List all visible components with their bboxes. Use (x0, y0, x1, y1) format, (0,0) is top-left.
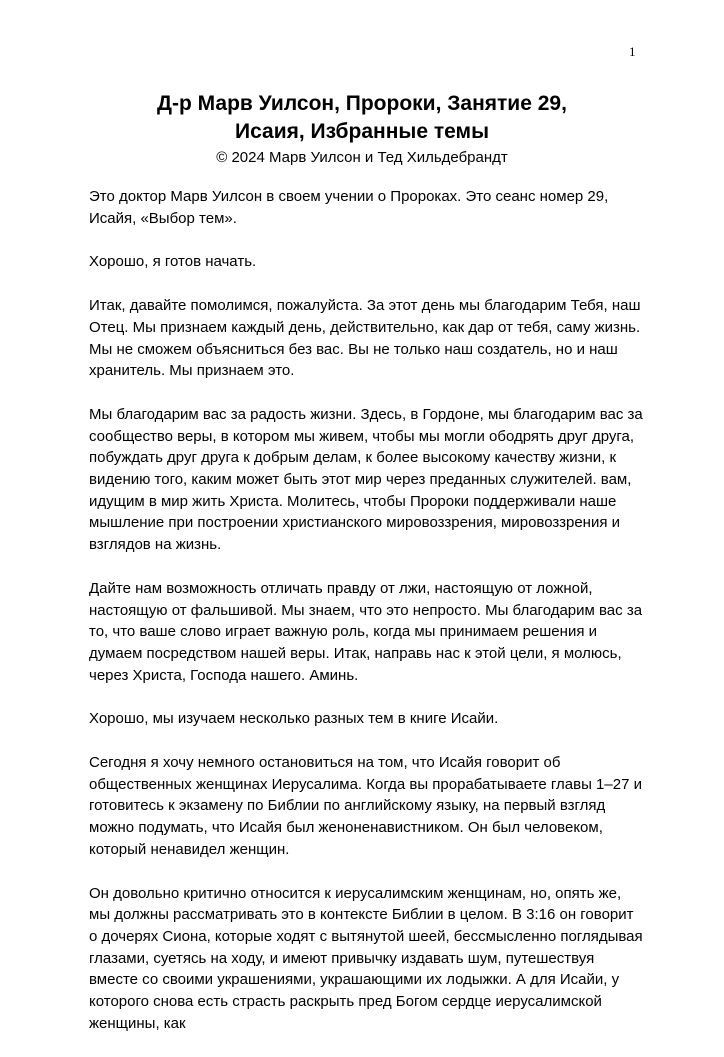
document-header (0, 90, 724, 169)
paragraph-ready: Хорошо, я готов начать. (89, 253, 257, 271)
title-line-1: Д-р Марв Уилсон, Пророки, Занятие 29, (157, 92, 567, 115)
document-body (89, 186, 645, 1057)
paragraph-prayer-2: Мы благодарим вас за радость жизни. Здесь, в Гордоне, мы благодарим вас за сообщество веры, в котором мы живем, чтобы мы могли ободрять друг друга, побуждать друг друга к добрым делам, к более высокому качеству жизни, к видению того, каким может быть этот мир через преданных служителей. вам, идущим в мир жить Христа. Молитесь, чтобы Пророки поддерживали наше мышление при построении христианского мировоззрения, мировоззрения и взглядов на жизнь. (89, 405, 643, 554)
paragraph-topics: Хорошо, мы изучаем несколько разных тем в книге Исайи. (89, 710, 499, 728)
paragraph-women-critique: Он довольно критично относится к иерусалимским женщинам, но, опять же, мы должны рассматривать это в контексте Библии в целом. В 3:16 он говорит о дочерях Сиона, которые ходят с вытянутой шеей, бессмысленно поглядывая глазами, суетясь на ходу, и имеют привычку издавать шум, путешествуя вместе со своими украшениями, украшающими их лодыжки. А для Исайи, у которого снова есть страсть раскрыть пред Богом сердце иерусалимской женщины, как (89, 884, 643, 1032)
paragraph-intro: Это доктор Марв Уилсон в своем учении о Пророках. Это сеанс номер 29, Исайя, «Выбор тем». (89, 188, 609, 227)
page-number: 1 (629, 44, 636, 59)
copyright-line: © 2024 Марв Уилсон и Тед Хильдебрандт (216, 149, 508, 166)
paragraph-women-intro: Сегодня я хочу немного остановиться на том, что Исайя говорит об общественных женщинах Иерусалима. Когда вы прорабатываете главы 1–27 и готовитесь к экзамену по Библии по английскому языку, на первый взгляд можно подумать, что Исайя был женоненавистником. Он был человеком, который ненавидел женщин. (89, 754, 642, 858)
paragraph-prayer-1: Итак, давайте помолимся, пожалуйста. За этот день мы благодарим Тебя, наш Отец. Мы признаем каждый день, действительно, как дар от тебя, саму жизнь. Мы не сможем объясниться без вас. Вы не только наш создатель, но и наш хранитель. Мы признаем это. (89, 297, 641, 380)
paragraph-prayer-3: Дайте нам возможность отличать правду от лжи, настоящую от ложной, настоящую от фальшивой. Мы знаем, что это непросто. Мы благодарим вас за то, что ваше слово играет важную роль, когда мы принимаем решения и думаем посредством нашей веры. Итак, направь нас к этой цели, я молюсь, через Христа, Господа нашего. Аминь. (89, 579, 643, 684)
title-line-2: Исаия, Избранные темы (235, 120, 489, 143)
